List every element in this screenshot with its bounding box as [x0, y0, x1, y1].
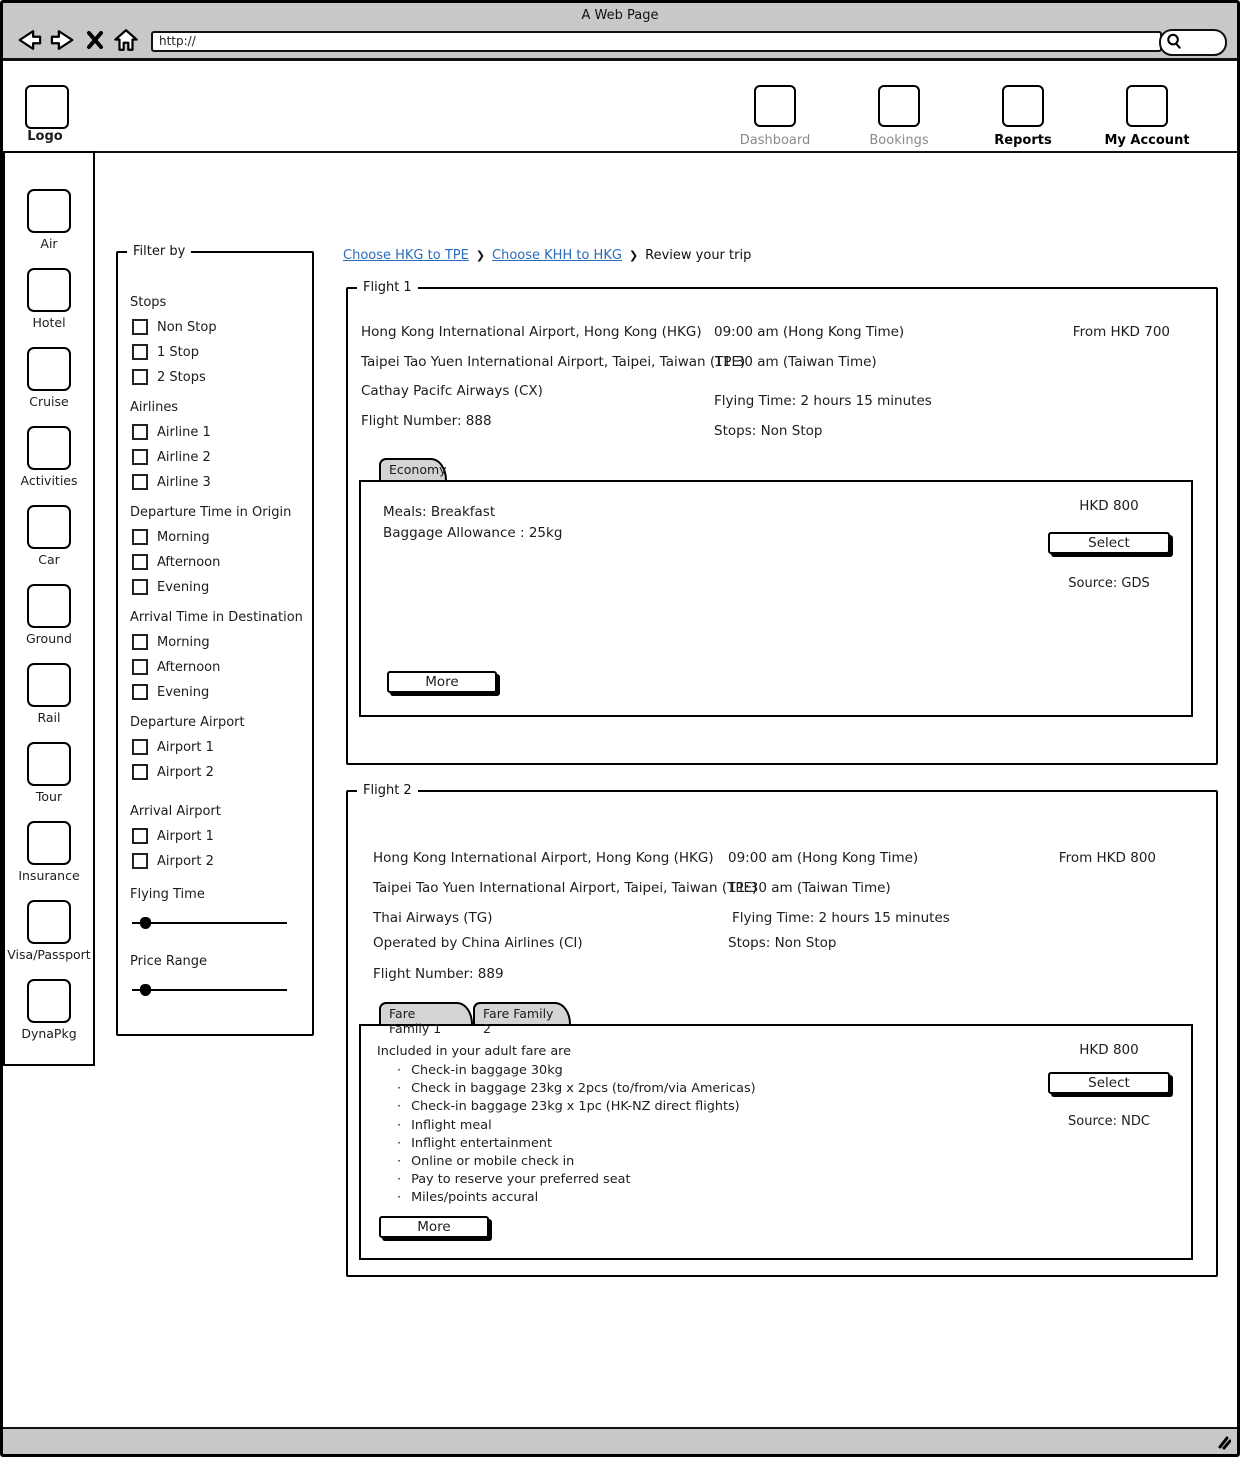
- chevron-right-icon: ❯: [475, 249, 486, 262]
- checkbox-label: 2 Stops: [157, 369, 206, 385]
- nav-item-dashboard[interactable]: [733, 85, 817, 148]
- filter-legend: Filter by: [133, 244, 186, 259]
- fare-bullet-list: [397, 1063, 756, 1209]
- checkbox-icon[interactable]: [132, 449, 148, 465]
- checkbox-airline-1[interactable]: [132, 424, 312, 440]
- horizontal-scrollbar[interactable]: [3, 1427, 1237, 1454]
- filter-group-title-arrival-time: Arrival Time in Destination: [130, 610, 303, 625]
- fare-bullet-item: [397, 1099, 756, 1114]
- car-icon: [27, 505, 71, 549]
- checkbox-icon[interactable]: [132, 554, 148, 570]
- flight-2-arrival-time: 11:30 am (Taiwan Time): [728, 880, 891, 896]
- flight-2-stops: Stops: Non Stop: [728, 935, 837, 951]
- flight-1-airline: Cathay Pacifc Airways (CX): [361, 383, 543, 399]
- checkbox-1-stop[interactable]: [132, 344, 312, 360]
- checkbox-label: Afternoon: [157, 554, 221, 570]
- checkbox-departure-morning[interactable]: [132, 529, 312, 545]
- air-icon: [27, 189, 71, 233]
- checkbox-icon[interactable]: [132, 739, 148, 755]
- flight-2-legend: Flight 2: [363, 783, 412, 798]
- flight-1-from-price: From HKD 700: [1072, 324, 1170, 340]
- rail-icon: [27, 663, 71, 707]
- sidebar-label: Ground: [26, 631, 72, 646]
- filter-group-title-arrival-airport: Arrival Airport: [130, 804, 221, 819]
- checkbox-icon[interactable]: [132, 369, 148, 385]
- flight-2-operated-by: Operated by China Airlines (CI): [373, 935, 583, 951]
- fare-bullet-item: [397, 1136, 756, 1151]
- nav-item-reports[interactable]: [981, 85, 1065, 148]
- checkbox-icon[interactable]: [132, 634, 148, 650]
- sidebar-label: Air: [40, 236, 58, 251]
- checkbox-label: Airport 2: [157, 764, 214, 780]
- flight-2-arrival-airport: Taipei Tao Yuen International Airport, Taipei, Taiwan (TPE): [373, 880, 758, 896]
- bullet-icon: ·: [397, 1099, 402, 1115]
- activities-icon: [27, 426, 71, 470]
- forward-arrow-icon[interactable]: [50, 27, 77, 53]
- fare-bullet-item: [397, 1172, 756, 1187]
- nav-item-bookings[interactable]: [857, 85, 941, 148]
- checkbox-departure-afternoon[interactable]: [132, 554, 312, 570]
- checkbox-icon[interactable]: [132, 828, 148, 844]
- checkbox-label: Non Stop: [157, 319, 217, 335]
- sidebar-item-tour[interactable]: [27, 742, 71, 804]
- checkbox-label: Evening: [157, 684, 210, 700]
- flight-1-fare-panel: [359, 480, 1193, 717]
- nav-item-my-account[interactable]: [1105, 85, 1189, 148]
- sidebar-label: Cruise: [29, 394, 69, 409]
- checkbox-arrival-airport-2[interactable]: [132, 853, 312, 869]
- insurance-icon: [27, 821, 71, 865]
- bullet-text: Online or mobile check in: [411, 1153, 575, 1169]
- slider-thumb[interactable]: [140, 984, 151, 996]
- tab-fare-family-2[interactable]: [473, 1002, 571, 1036]
- browser-title: A Web Page: [581, 8, 659, 23]
- tab-label: Economy: [389, 462, 447, 477]
- flight-2-airline: Thai Airways (TG): [373, 910, 493, 926]
- nav-label: Dashboard: [739, 133, 811, 148]
- checkbox-label: 1 Stop: [157, 344, 199, 360]
- close-x-icon[interactable]: [85, 29, 105, 51]
- sidebar-label: Tour: [35, 789, 63, 804]
- sidebar-label: Visa/Passport: [7, 947, 91, 962]
- slider-track: [132, 989, 287, 991]
- bullet-icon: ·: [397, 1117, 402, 1133]
- flight-2-from-price: From HKD 800: [1058, 850, 1156, 866]
- checkbox-2-stops[interactable]: [132, 369, 312, 385]
- sidebar-label: DynaPkg: [21, 1026, 77, 1041]
- search-input[interactable]: [1159, 29, 1227, 56]
- flight-2-departure-time: 09:00 am (Hong Kong Time): [728, 850, 919, 866]
- checkbox-arrival-morning[interactable]: [132, 634, 312, 650]
- resize-grip-icon[interactable]: [1215, 1435, 1231, 1450]
- flight-1-number: Flight Number: 888: [361, 413, 492, 429]
- tab-economy[interactable]: [379, 458, 447, 480]
- checkbox-icon[interactable]: [132, 853, 148, 869]
- flight-2-fare-panel: [359, 1024, 1193, 1260]
- flight-1-flying-time: Flying Time: 2 hours 15 minutes: [714, 393, 932, 409]
- checkbox-icon[interactable]: [132, 764, 148, 780]
- sidebar-label: Hotel: [32, 315, 66, 330]
- checkbox-arrival-afternoon[interactable]: [132, 659, 312, 675]
- sidebar-item-hotel[interactable]: [27, 268, 71, 330]
- visa-passport-icon: [27, 900, 71, 944]
- filter-group-title-departure-time: Departure Time in Origin: [130, 505, 292, 520]
- magnifier-icon: [1164, 32, 1184, 51]
- flying-time-slider[interactable]: [132, 916, 287, 930]
- sidebar-item-ground[interactable]: [26, 584, 72, 646]
- bullet-text: Inflight meal: [411, 1117, 492, 1133]
- slider-track: [132, 922, 287, 924]
- checkbox-departure-airport-1[interactable]: [132, 739, 312, 755]
- bullet-text: Inflight entertainment: [411, 1135, 553, 1151]
- bookings-icon: [878, 85, 920, 127]
- browser-chrome: [3, 3, 1237, 61]
- sidebar-label: Insurance: [18, 868, 80, 883]
- flight-1-arrival-airport: Taipei Tao Yuen International Airport, Taipei, Taiwan (TPE): [361, 354, 746, 370]
- tab-label: Fare Family 1: [389, 1006, 442, 1036]
- fare-bullet-item: [397, 1081, 756, 1096]
- fare-bullet-item: [397, 1118, 756, 1133]
- checkbox-label: Airport 2: [157, 853, 214, 869]
- select-button[interactable]: Select: [1048, 1072, 1170, 1094]
- checkbox-non-stop[interactable]: [132, 319, 312, 335]
- chevron-right-icon: ❯: [628, 249, 639, 262]
- bullet-icon: ·: [397, 1153, 402, 1169]
- price-range-slider[interactable]: [132, 983, 287, 997]
- fare-intro: Included in your adult fare are: [377, 1044, 572, 1059]
- sidebar-item-visa-passport[interactable]: [7, 900, 90, 962]
- fare-bullet-item: [397, 1063, 756, 1078]
- dynapkg-icon: [27, 979, 71, 1023]
- filter-panel: [116, 244, 314, 1036]
- checkbox-label: Evening: [157, 579, 210, 595]
- tab-fare-family-1[interactable]: [379, 1002, 473, 1036]
- checkbox-icon[interactable]: [132, 529, 148, 545]
- my-account-icon: [1126, 85, 1168, 127]
- flight-2-flying-time: Flying Time: 2 hours 15 minutes: [732, 910, 950, 926]
- checkbox-icon[interactable]: [132, 344, 148, 360]
- logo-label: Logo: [27, 129, 63, 144]
- fare-price: HKD 800: [1079, 1042, 1139, 1058]
- bullet-icon: ·: [397, 1063, 402, 1078]
- checkbox-label: Airline 1: [157, 424, 211, 440]
- select-button[interactable]: Select: [1048, 532, 1170, 554]
- flight-2-departure-airport: Hong Kong International Airport, Hong Kong (HKG): [373, 850, 714, 866]
- bullet-text: Check-in baggage 23kg x 1pc (HK-NZ direct flights): [411, 1099, 740, 1115]
- fare-source: Source: NDC: [1068, 1114, 1150, 1129]
- sidebar-label: Activities: [20, 473, 78, 488]
- checkbox-label: Airport 1: [157, 828, 214, 844]
- checkbox-airline-3[interactable]: [132, 474, 312, 490]
- flight-2-card: [346, 783, 1218, 1277]
- logo: [25, 85, 69, 129]
- nav-label: Reports: [994, 133, 1052, 148]
- bullet-icon: ·: [397, 1081, 402, 1097]
- breadcrumb: [343, 248, 751, 263]
- more-button[interactable]: More: [387, 671, 497, 693]
- sidebar-item-air[interactable]: [27, 189, 71, 251]
- sidebar-item-cruise[interactable]: [27, 347, 71, 409]
- bullet-icon: ·: [397, 1190, 402, 1206]
- tab-label: Fare Family 2: [483, 1006, 554, 1036]
- checkbox-icon[interactable]: [132, 319, 148, 335]
- product-sidebar: [3, 151, 95, 1066]
- sidebar-label: Rail: [37, 710, 61, 725]
- tour-icon: [27, 742, 71, 786]
- fare-bullet-item: [397, 1154, 756, 1169]
- checkbox-arrival-evening[interactable]: [132, 684, 312, 700]
- top-nav: [733, 85, 1189, 148]
- checkbox-label: Airline 3: [157, 474, 211, 490]
- fare-price: HKD 800: [1079, 498, 1139, 514]
- flight-1-legend: Flight 1: [363, 280, 412, 295]
- slider-thumb[interactable]: [140, 917, 151, 929]
- bullet-text: Pay to reserve your preferred seat: [411, 1172, 631, 1188]
- url-input[interactable]: http://: [151, 31, 1162, 52]
- filter-group-title-airlines: Airlines: [130, 400, 179, 415]
- checkbox-icon[interactable]: [132, 579, 148, 595]
- nav-label: Bookings: [869, 133, 929, 148]
- checkbox-airline-2[interactable]: [132, 449, 312, 465]
- bullet-icon: ·: [397, 1172, 402, 1188]
- breadcrumb-link-khh-hkg[interactable]: Choose KHH to HKG: [492, 248, 622, 263]
- reports-icon: [1002, 85, 1044, 127]
- checkbox-arrival-airport-1[interactable]: [132, 828, 312, 844]
- bullet-text: Check in baggage 23kg x 2pcs (to/from/via Americas): [411, 1081, 756, 1097]
- checkbox-label: Airline 2: [157, 449, 211, 465]
- checkbox-icon[interactable]: [132, 474, 148, 490]
- sidebar-item-dynapkg[interactable]: [21, 979, 76, 1041]
- ground-icon: [27, 584, 71, 628]
- flight-1-arrival-time: 11:30 am (Taiwan Time): [714, 354, 877, 370]
- filter-group-title-departure-airport: Departure Airport: [130, 715, 245, 730]
- nav-label: My Account: [1104, 133, 1190, 148]
- bullet-text: Miles/points accural: [411, 1190, 539, 1206]
- breadcrumb-current: Review your trip: [645, 248, 752, 263]
- slider-title-flying-time: Flying Time: [130, 887, 205, 902]
- checkbox-label: Morning: [157, 529, 210, 545]
- home-icon[interactable]: [113, 27, 139, 53]
- app-header: [3, 61, 1237, 153]
- checkbox-departure-airport-2[interactable]: [132, 764, 312, 780]
- fare-meals: Meals: Breakfast: [383, 504, 496, 520]
- sidebar-item-car[interactable]: [27, 505, 71, 567]
- checkbox-label: Morning: [157, 634, 210, 650]
- breadcrumb-link-hkg-tpe[interactable]: Choose HKG to TPE: [343, 248, 469, 263]
- fare-bullet-item: [397, 1190, 756, 1205]
- checkbox-departure-evening[interactable]: [132, 579, 312, 595]
- checkbox-icon[interactable]: [132, 659, 148, 675]
- checkbox-icon[interactable]: [132, 684, 148, 700]
- cruise-icon: [27, 347, 71, 391]
- sidebar-label: Car: [38, 552, 60, 567]
- dashboard-icon: [754, 85, 796, 127]
- flight-1-card: [346, 280, 1218, 765]
- sidebar-item-activities[interactable]: [20, 426, 77, 488]
- flight-1-departure-time: 09:00 am (Hong Kong Time): [714, 324, 905, 340]
- fare-baggage: Baggage Allowance : 25kg: [383, 525, 563, 541]
- bullet-text: Check-in baggage 30kg: [411, 1063, 563, 1078]
- checkbox-icon[interactable]: [132, 424, 148, 440]
- slider-title-price-range: Price Range: [130, 954, 208, 969]
- more-button[interactable]: More: [379, 1216, 489, 1238]
- checkbox-label: Afternoon: [157, 659, 221, 675]
- back-arrow-icon[interactable]: [15, 27, 42, 53]
- flight-1-departure-airport: Hong Kong International Airport, Hong Kong (HKG): [361, 324, 702, 340]
- bullet-icon: ·: [397, 1135, 402, 1151]
- flight-1-stops: Stops: Non Stop: [714, 423, 823, 439]
- hotel-icon: [27, 268, 71, 312]
- fare-source: Source: GDS: [1068, 576, 1150, 591]
- flight-2-number: Flight Number: 889: [373, 966, 504, 982]
- sidebar-item-rail[interactable]: [27, 663, 71, 725]
- sidebar-item-insurance[interactable]: [18, 821, 79, 883]
- filter-group-title-stops: Stops: [130, 295, 167, 310]
- checkbox-label: Airport 1: [157, 739, 214, 755]
